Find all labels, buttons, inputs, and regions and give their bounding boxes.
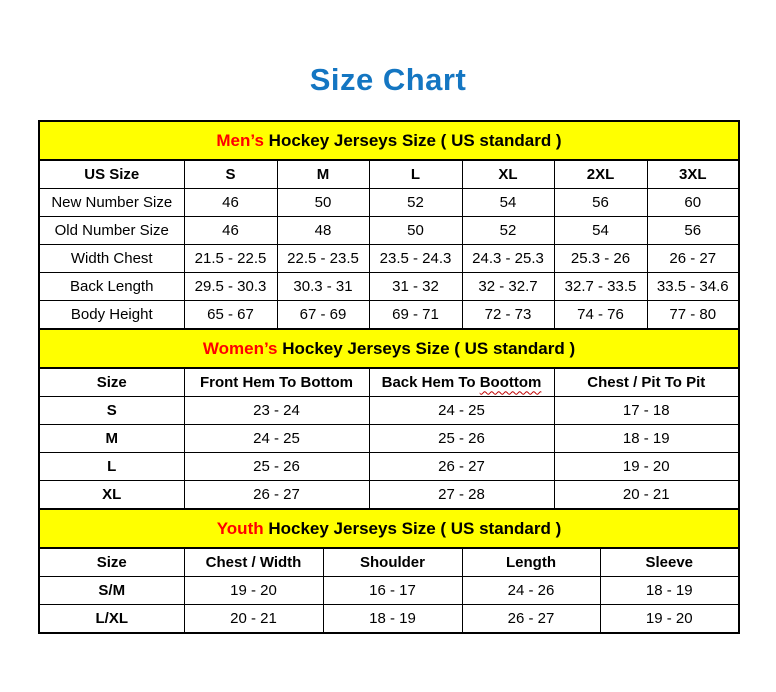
table-row <box>39 605 739 634</box>
row-label: Width Chest <box>39 245 184 273</box>
section-heading-men <box>39 121 739 160</box>
table-row <box>39 577 739 605</box>
cell-value: 77 - 80 <box>647 301 739 330</box>
cell-value: 29.5 - 30.3 <box>184 273 277 301</box>
cell-value: 19 - 20 <box>184 577 323 605</box>
cell-value: 69 - 71 <box>369 301 462 330</box>
section-band-youth <box>39 509 739 548</box>
col-header: S <box>184 160 277 189</box>
cell-value: 46 <box>184 189 277 217</box>
section-heading-women <box>39 329 739 368</box>
cell-value: 24 - 25 <box>369 397 554 425</box>
cell-value: 23 - 24 <box>184 397 369 425</box>
row-label: Old Number Size <box>39 217 184 245</box>
section-heading-rest: Hockey Jerseys Size ( US standard ) <box>268 518 562 538</box>
men-header-row <box>39 160 739 189</box>
size-chart <box>38 120 738 634</box>
row-label: New Number Size <box>39 189 184 217</box>
cell-value: 65 - 67 <box>184 301 277 330</box>
col-header: US Size <box>39 160 184 189</box>
row-label: Body Height <box>39 301 184 330</box>
section-band-women <box>39 329 739 368</box>
table-row <box>39 189 739 217</box>
row-label: L <box>39 453 184 481</box>
size-table-youth <box>38 508 740 634</box>
cell-value: 25.3 - 26 <box>554 245 647 273</box>
cell-value: 27 - 28 <box>369 481 554 510</box>
cell-value: 56 <box>554 189 647 217</box>
col-header: 3XL <box>647 160 739 189</box>
cell-value: 52 <box>369 189 462 217</box>
col-header: Shoulder <box>323 548 462 577</box>
table-row <box>39 245 739 273</box>
cell-value: 50 <box>277 189 369 217</box>
table-row <box>39 481 739 510</box>
cell-value: 32.7 - 33.5 <box>554 273 647 301</box>
cell-value: 26 - 27 <box>462 605 600 634</box>
cell-value: 72 - 73 <box>462 301 554 330</box>
cell-value: 26 - 27 <box>184 481 369 510</box>
youth-header-row <box>39 548 739 577</box>
row-label: Back Length <box>39 273 184 301</box>
cell-value: 26 - 27 <box>369 453 554 481</box>
row-label: S <box>39 397 184 425</box>
col-header: M <box>277 160 369 189</box>
col-header: Chest / Width <box>184 548 323 577</box>
cell-value: 67 - 69 <box>277 301 369 330</box>
cell-value: 16 - 17 <box>323 577 462 605</box>
table-row <box>39 217 739 245</box>
cell-value: 19 - 20 <box>554 453 739 481</box>
col-header: Front Hem To Bottom <box>184 368 369 397</box>
table-row <box>39 425 739 453</box>
col-header: Chest / Pit To Pit <box>554 368 739 397</box>
table-row <box>39 453 739 481</box>
cell-value: 46 <box>184 217 277 245</box>
col-header: XL <box>462 160 554 189</box>
cell-value: 31 - 32 <box>369 273 462 301</box>
cell-value: 18 - 19 <box>600 577 739 605</box>
cell-value: 24.3 - 25.3 <box>462 245 554 273</box>
section-heading-youth <box>39 509 739 548</box>
section-heading-highlight: Women’s <box>202 338 278 358</box>
row-label: XL <box>39 481 184 510</box>
col-header-text: Back Hem To <box>381 373 476 391</box>
table-row <box>39 273 739 301</box>
cell-value: 48 <box>277 217 369 245</box>
cell-value: 54 <box>554 217 647 245</box>
cell-value: 52 <box>462 217 554 245</box>
cell-value: 22.5 - 23.5 <box>277 245 369 273</box>
cell-value: 74 - 76 <box>554 301 647 330</box>
section-heading-highlight: Men’s <box>216 130 264 150</box>
section-heading-highlight: Youth <box>216 518 264 538</box>
cell-value: 17 - 18 <box>554 397 739 425</box>
section-heading-rest: Hockey Jerseys Size ( US standard ) <box>268 130 562 150</box>
women-header-row <box>39 368 739 397</box>
cell-value: 23.5 - 24.3 <box>369 245 462 273</box>
col-header: Size <box>39 368 184 397</box>
size-table-women <box>38 328 740 510</box>
table-row <box>39 397 739 425</box>
col-header: Size <box>39 548 184 577</box>
cell-value: 24 - 25 <box>184 425 369 453</box>
section-band-men <box>39 121 739 160</box>
cell-value: 21.5 - 22.5 <box>184 245 277 273</box>
cell-value: 32 - 32.7 <box>462 273 554 301</box>
misspelled-word: Boottom <box>479 373 542 391</box>
cell-value: 25 - 26 <box>369 425 554 453</box>
cell-value: 24 - 26 <box>462 577 600 605</box>
col-header: Sleeve <box>600 548 739 577</box>
col-header: Length <box>462 548 600 577</box>
cell-value: 26 - 27 <box>647 245 739 273</box>
table-row <box>39 301 739 330</box>
cell-value: 50 <box>369 217 462 245</box>
cell-value: 19 - 20 <box>600 605 739 634</box>
cell-value: 18 - 19 <box>554 425 739 453</box>
cell-value: 33.5 - 34.6 <box>647 273 739 301</box>
col-header: 2XL <box>554 160 647 189</box>
row-label: S/M <box>39 577 184 605</box>
cell-value: 20 - 21 <box>554 481 739 510</box>
cell-value: 54 <box>462 189 554 217</box>
cell-value: 18 - 19 <box>323 605 462 634</box>
cell-value: 56 <box>647 217 739 245</box>
section-heading-rest: Hockey Jerseys Size ( US standard ) <box>282 338 576 358</box>
cell-value: 30.3 - 31 <box>277 273 369 301</box>
size-table-men <box>38 120 740 330</box>
cell-value: 25 - 26 <box>184 453 369 481</box>
row-label: M <box>39 425 184 453</box>
cell-value: 20 - 21 <box>184 605 323 634</box>
col-header: L <box>369 160 462 189</box>
page-title: Size Chart <box>309 62 467 97</box>
row-label: L/XL <box>39 605 184 634</box>
col-header-misspelled <box>369 368 554 397</box>
cell-value: 60 <box>647 189 739 217</box>
